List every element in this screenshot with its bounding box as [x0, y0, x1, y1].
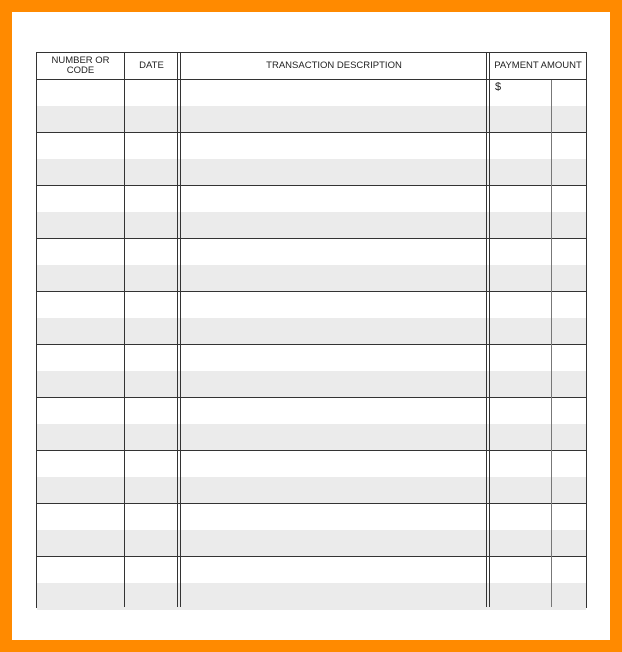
row-shaded-line[interactable]	[37, 424, 586, 450]
table-row	[37, 557, 586, 610]
row-shaded-line[interactable]	[37, 318, 586, 344]
row-upper-line[interactable]	[37, 239, 586, 265]
row-shaded-line[interactable]	[37, 106, 586, 132]
register-sheet	[12, 12, 610, 640]
row-upper-line[interactable]	[37, 345, 586, 371]
row-upper-line[interactable]	[37, 504, 586, 530]
table-row	[37, 398, 586, 451]
row-shaded-line[interactable]	[37, 159, 586, 185]
row-upper-line[interactable]	[37, 133, 586, 159]
column-divider-description	[177, 53, 181, 607]
row-upper-line[interactable]	[37, 186, 586, 212]
row-shaded-line[interactable]	[37, 477, 586, 503]
table-row	[37, 345, 586, 398]
header-date: DATE	[139, 60, 164, 71]
header-transaction-description: TRANSACTION DESCRIPTION	[266, 60, 402, 71]
row-shaded-line[interactable]	[37, 530, 586, 556]
row-shaded-line[interactable]	[37, 371, 586, 397]
row-upper-line[interactable]	[37, 292, 586, 318]
column-divider-payment	[486, 53, 490, 607]
table-header	[37, 53, 586, 80]
check-register-table	[36, 52, 587, 608]
table-row	[37, 504, 586, 557]
row-shaded-line[interactable]	[37, 583, 586, 610]
table-row	[37, 80, 586, 133]
table-row	[37, 133, 586, 186]
table-row	[37, 239, 586, 292]
column-divider-date	[124, 53, 125, 607]
table-row	[37, 292, 586, 345]
header-payment-amount: PAYMENT AMOUNT	[494, 60, 582, 71]
header-number-or-code: NUMBER OR CODE	[51, 55, 110, 76]
row-upper-line[interactable]	[37, 557, 586, 583]
row-shaded-line[interactable]	[37, 212, 586, 238]
column-divider-cents	[551, 80, 552, 607]
dollar-sign: $	[495, 81, 502, 93]
row-upper-line[interactable]	[37, 451, 586, 477]
table-row	[37, 451, 586, 504]
row-shaded-line[interactable]	[37, 265, 586, 291]
row-upper-line[interactable]	[37, 398, 586, 424]
table-row	[37, 186, 586, 239]
row-upper-line[interactable]	[37, 80, 586, 106]
